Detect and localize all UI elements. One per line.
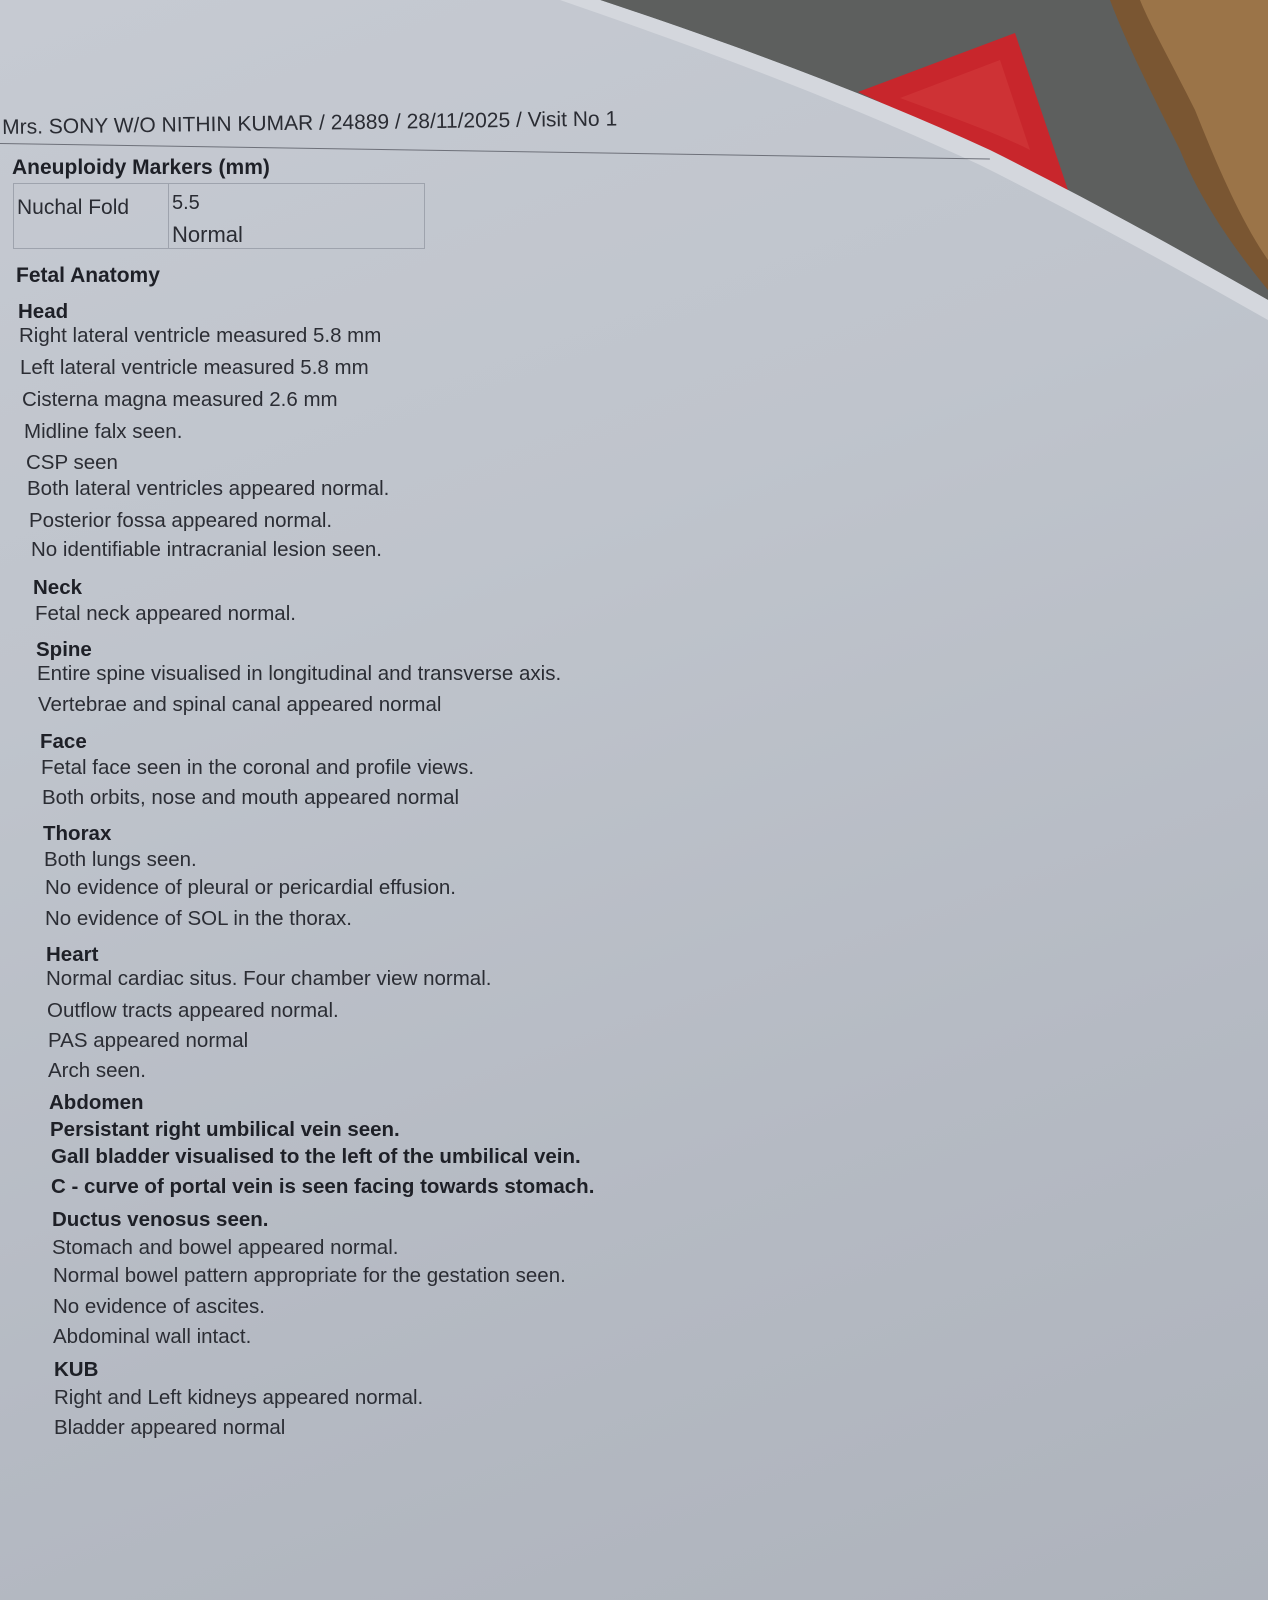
- abdomen-line: Normal bowel pattern appropriate for the gestation seen.: [53, 1264, 566, 1287]
- thorax-heading: Thorax: [43, 822, 112, 845]
- spine-line: Entire spine visualised in longitudinal and transverse axis.: [37, 662, 562, 685]
- abdomen-finding: Gall bladder visualised to the left of the umbilical vein.: [51, 1145, 581, 1168]
- abdomen-finding: Persistant right umbilical vein seen.: [50, 1118, 400, 1141]
- spine-heading: Spine: [36, 638, 92, 661]
- thorax-line: No evidence of SOL in the thorax.: [45, 907, 352, 930]
- abdomen-line: No evidence of ascites.: [53, 1295, 265, 1318]
- neck-heading: Neck: [33, 576, 83, 599]
- kub-line: Right and Left kidneys appeared normal.: [54, 1386, 424, 1409]
- abdomen-heading: Abdomen: [49, 1091, 144, 1114]
- face-line: Fetal face seen in the coronal and profile views.: [41, 756, 475, 779]
- thorax-line: Both lungs seen.: [44, 848, 197, 871]
- abdomen-finding: C - curve of portal vein is seen facing towards stomach.: [51, 1175, 595, 1198]
- heart-line: Outflow tracts appeared normal.: [47, 999, 339, 1022]
- heart-line: PAS appeared normal: [48, 1029, 249, 1052]
- patient-header: Mrs. SONY W/O NITHIN KUMAR / 24889 / 28/11/2025 / Visit No 1: [2, 107, 618, 139]
- head-line: Right lateral ventricle measured 5.8 mm: [19, 324, 382, 347]
- head-line: Cisterna magna measured 2.6 mm: [22, 388, 338, 411]
- kub-heading: KUB: [54, 1358, 99, 1381]
- heart-line: Arch seen.: [48, 1059, 146, 1082]
- heart-line: Normal cardiac situs. Four chamber view normal.: [46, 967, 492, 990]
- head-line: Both lateral ventricles appeared normal.: [27, 477, 390, 500]
- head-line: No identifiable intracranial lesion seen.: [31, 538, 382, 561]
- aneuploidy-title: Aneuploidy Markers (mm): [12, 156, 270, 179]
- face-heading: Face: [40, 730, 87, 753]
- neck-line: Fetal neck appeared normal.: [35, 602, 296, 625]
- nuchal-fold-label: Nuchal Fold: [17, 196, 130, 219]
- nuchal-fold-status: Normal: [172, 222, 243, 247]
- thorax-line: No evidence of pleural or pericardial effusion.: [45, 876, 457, 899]
- head-line: Midline falx seen.: [24, 420, 183, 443]
- abdomen-line: Abdominal wall intact.: [53, 1325, 252, 1348]
- abdomen-line: Stomach and bowel appeared normal.: [52, 1236, 399, 1259]
- abdomen-finding: Ductus venosus seen.: [52, 1208, 269, 1231]
- fetal-anatomy-title: Fetal Anatomy: [16, 264, 160, 287]
- table-divider: [168, 184, 169, 248]
- face-line: Both orbits, nose and mouth appeared normal: [42, 786, 460, 809]
- spine-line: Vertebrae and spinal canal appeared normal: [38, 693, 442, 716]
- head-line: CSP seen: [26, 451, 118, 474]
- aneuploidy-table: [13, 183, 425, 249]
- heart-heading: Heart: [46, 943, 99, 966]
- head-line: Posterior fossa appeared normal.: [29, 509, 333, 532]
- kub-line: Bladder appeared normal: [54, 1416, 286, 1439]
- head-line: Left lateral ventricle measured 5.8 mm: [20, 356, 369, 379]
- nuchal-fold-value: 5.5: [172, 192, 200, 214]
- head-heading: Head: [18, 300, 69, 323]
